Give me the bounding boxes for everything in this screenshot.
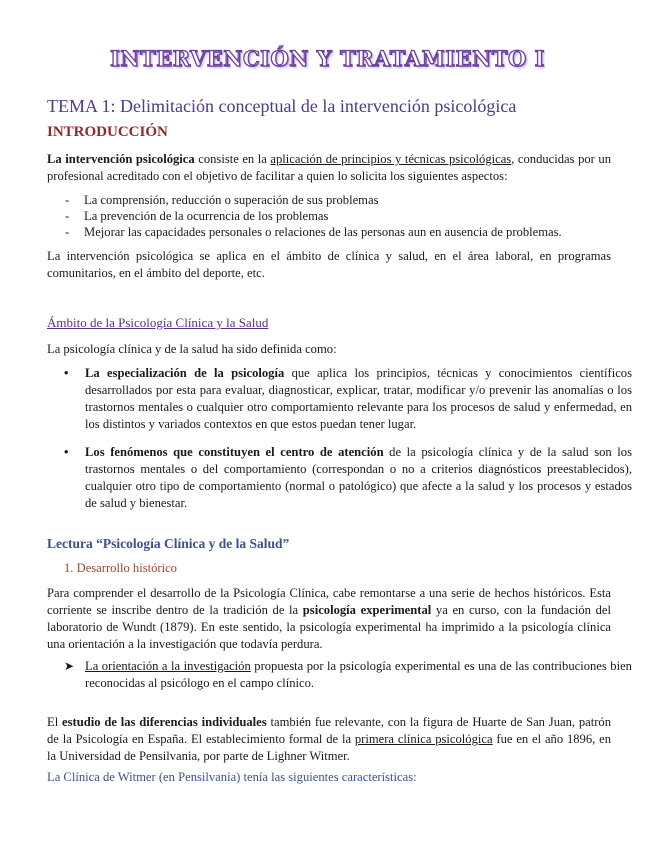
intro-text-2: , conducidas por un profesional acreditado con el objetivo de facilitar a quien lo solicita los siguientes aspectos: (47, 152, 611, 183)
list-item: - La comprensión, reducción o superación de sus problemas (47, 192, 611, 208)
diff-text-3: fue en el año 1896, en la Universidad de Pensilvania, por parte de Lighner Witmer. (47, 732, 611, 763)
research-arrow-item (64, 658, 632, 692)
intro-bold: La intervención psicológica (47, 152, 195, 166)
bullet-2-bold: Los fenómenos que constituyen el centro de atención (85, 445, 384, 459)
bullet-2-text: de la psicología clínica y de la salud son los trastornos mentales o del comportamiento (correspondan o no a criterios diagnósticos preestablecidos), cualquier otro tipo de comportamiento (normal o patológico) que afecte a la salud y los procesos y estados de salud y bienestar. (85, 445, 632, 510)
differences-paragraph (47, 714, 611, 765)
arrow-underline: La orientación a la investigación (85, 659, 251, 673)
aspects-list (47, 192, 611, 240)
lectura-heading: Lectura “Psicología Clínica y de la Salud” (47, 536, 290, 551)
intro-text-1: consiste en la (194, 152, 271, 166)
diff-bold: estudio de las diferencias individuales (62, 715, 267, 729)
list-item: - Mejorar las capacidades personales o relaciones de las personas aun en ausencia de problemas. (47, 224, 611, 240)
bullet-1-bold: La especialización de la psicología (85, 366, 285, 380)
bullet-1-text: que aplica los principios, técnicas y conocimientos científicos desarrollados por esta para evaluar, diagnosticar, explicar, tratar, modificar y/o prevenir las anomalías o los trastornos mentales o cualquier otro comportamiento relevante para los procesos de salud y enfermedad, en los distintos y variados contextos en que estos puedan tener lugar. (85, 366, 632, 431)
intro-heading: INTRODUCCIÓN (47, 124, 168, 140)
history-paragraph (47, 585, 611, 653)
history-text-1: Para comprender el desarrollo de la Psicología Clínica, cabe remontarse a una serie de hechos históricos. Esta corriente se inscribe dentro de la tradición de la (47, 586, 611, 617)
arrow-right-icon: ➤ (64, 659, 75, 673)
tema-heading: TEMA 1: Delimitación conceptual de la intervención psicológica (47, 96, 517, 116)
diff-text-1: El (47, 715, 63, 729)
history-text-2: ya en curso, con la fundación del laboratorio de Wundt (1879). En este sentido, la psicología experimental ha imprimido a la psicología clínica una orientación a la investigación que todavía perdura. (47, 603, 611, 651)
intro-paragraph (47, 151, 611, 185)
arrow-text: propuesta por la psicología experimental es una de las contribuciones bien reconocidas al psicólogo en el campo clínico. (85, 659, 632, 690)
intro-underline: aplicación de principios y técnicas psicológicas (270, 152, 512, 166)
definition-bullet-2 (64, 444, 632, 512)
list-item: - La prevención de la ocurrencia de los problemas (47, 208, 611, 224)
definition-intro: La psicología clínica y de la salud ha sido definida como: (47, 342, 337, 356)
scope-paragraph: La intervención psicológica se aplica en el ámbito de clínica y salud, en el área laboral, en programas comunitarios, en el ámbito del deporte, etc. (47, 249, 611, 280)
history-bold: psicología experimental (302, 603, 432, 617)
diff-underline: primera clínica psicológica (354, 732, 493, 746)
numbered-heading: 1. Desarrollo histórico (64, 561, 177, 575)
document-title: INTERVENCIÓN Y TRATAMIENTO I (110, 46, 545, 71)
definition-bullet-1 (64, 365, 632, 433)
bullet-icon: • (64, 445, 69, 459)
diff-text-2: también fue relevante, con la figura de Huarte de San Juan, patrón de la Psicología en España. El establecimiento formal de la (47, 715, 612, 746)
section-heading: Ámbito de la Psicología Clínica y la Salud (47, 315, 269, 330)
witmer-line: La Clínica de Witmer (en Pensilvania) tenía las siguientes características: (47, 770, 417, 784)
bullet-icon: • (64, 366, 69, 380)
